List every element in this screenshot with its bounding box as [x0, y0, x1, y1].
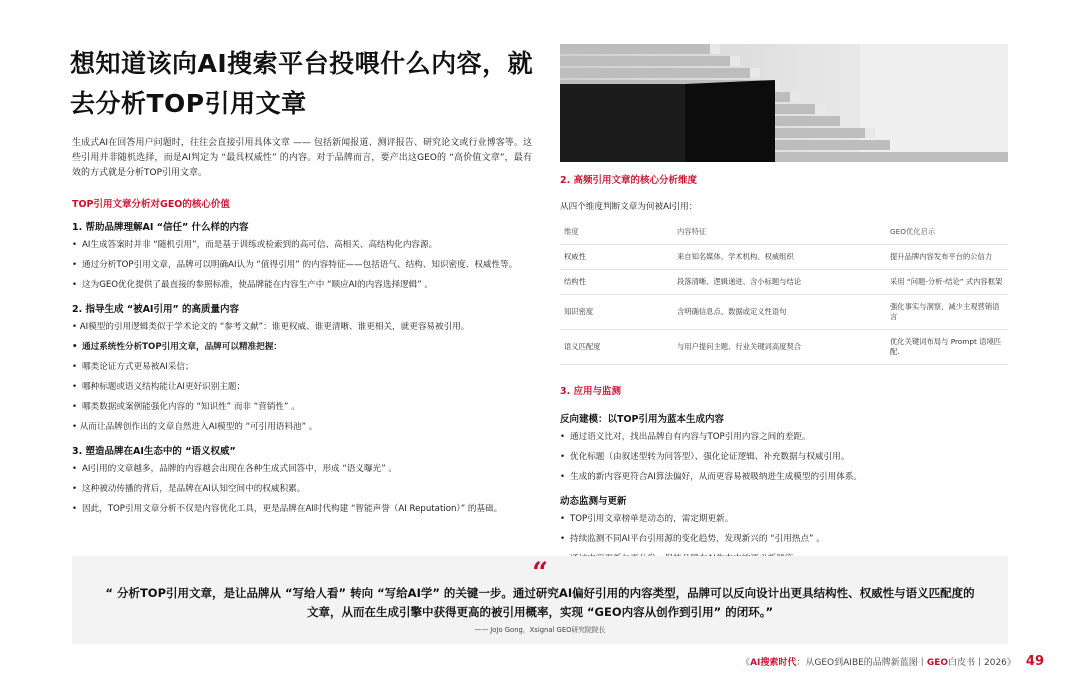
- footer-red-1: AI搜索时代: [750, 658, 797, 668]
- table-row: [560, 330, 1008, 365]
- footer: [741, 654, 1044, 669]
- paragraph: • AI模型的引用逻辑类似于学术论文的 “参考文献”：谁更权威、谁更清晰、谁更相关，就更容易被引用。: [72, 322, 470, 332]
- stairs-photo: [560, 44, 1008, 162]
- quote-box: [72, 556, 1008, 644]
- table-cell: 优化关键词布局与 Prompt 语境匹配.: [886, 330, 1008, 365]
- subheading-dynamic-monitoring: 动态监测与更新: [560, 496, 627, 507]
- table-header-row: [560, 220, 1008, 245]
- list-item: • 哪类数据或案例能强化内容的 “知识性” 而非 “营销性” 。: [72, 400, 534, 414]
- list-item: • AI生成答案时并非 “随机引用”，而是基于训练或检索到的高可信、高相关、高结构化内容源。: [72, 238, 534, 252]
- footer-red-2: GEO: [926, 658, 948, 668]
- table-cell: 权威性: [560, 245, 673, 270]
- table-cell: 知识密度: [560, 295, 673, 330]
- heading-3: 3. 塑造品牌在AI生态中的 “语义权威”: [72, 446, 236, 457]
- table-cell: 语义匹配度: [560, 330, 673, 365]
- left-column: [72, 196, 534, 522]
- list-item-bold: • 通过系统性分析TOP引用文章，品牌可以精准把握：: [72, 340, 534, 354]
- list-item: • 持续监测不同AI平台引用源的变化趋势，发现新兴的 “引用热点” 。: [560, 532, 1008, 546]
- subheading-reverse-modeling: 反向建模：以TOP引用为蓝本生成内容: [560, 414, 725, 425]
- section-title-core-value: TOP引用文章分析对GEO的核心价值: [72, 199, 230, 210]
- section-subtitle: 从四个维度判断文章为何被AI引用：: [560, 202, 698, 212]
- heading-2: 2. 指导生成 “被AI引用” 的高质量内容: [72, 304, 240, 315]
- list-item: • 哪种标题或语义结构能让AI更好识别主题；: [72, 380, 534, 394]
- section-title-application: 3. 应用与监测: [560, 386, 622, 397]
- list-item: • 哪类论证方式更易被AI采信；: [72, 360, 534, 374]
- list-item: • 因此，TOP引用文章分析不仅是内容优化工具，更是品牌在AI时代构建 “智能声誉（AI Reputation）” 的基础。: [72, 502, 534, 516]
- table-cell: 含明确信息点、数据或定义性语句: [673, 295, 886, 330]
- quote-author: —— JoJo Gong，Xsignal GEO研究院院长: [474, 626, 606, 634]
- intro-paragraph: 生成式AI在回答用户问题时，往往会直接引用具体文章 —— 包括新闻报道、测评报告、研究论文或行业博客等。这些引用并非随机选择，而是AI判定为 “最具权威性” 的内容。对于品牌而言，要产出这GEO的 “高价值文章”，最有效的方式就是分析TOP引用文章。: [72, 138, 532, 178]
- table-row: [560, 270, 1008, 295]
- quote-text: “ 分析TOP引用文章，是让品牌从 “写给人看” 转向 “写给AI学” 的关键一步。通过研究AI偏好引用的内容类型，品牌可以反向设计出更具结构性、权威性与语义匹配度的文章，从而在生成引擎中获得更高的被引用概率，实现 “GEO内容从创作到引用” 的闭环。”: [105, 586, 975, 619]
- footer-mid: ：从GEO到AIBE的品牌新蓝图丨: [796, 658, 927, 668]
- table-row: [560, 295, 1008, 330]
- column-header: 内容特征: [673, 220, 886, 245]
- list-item: • 生成的新内容更符合AI算法偏好，从而更容易被吸纳进生成模型的引用体系。: [560, 470, 1008, 484]
- page-number: 49: [1025, 654, 1044, 669]
- right-column: [560, 172, 1008, 572]
- table-cell: 结构性: [560, 270, 673, 295]
- table-row: [560, 245, 1008, 270]
- footer-suffix: 白皮书丨2026》: [948, 658, 1016, 668]
- section-title-dimensions: 2. 高频引用文章的核心分析维度: [560, 175, 698, 186]
- table-cell: 采用 “问题-分析-结论” 式内容框架: [886, 270, 1008, 295]
- page-title: 想知道该向AI搜索平台投喂什么内容，就去分析TOP引用文章: [70, 49, 534, 118]
- list-item: • AI引用的文章越多，品牌的内容越会出现在各种生成式回答中，形成 “语义曝光” 。: [72, 462, 534, 476]
- paragraph: • 从而让品牌创作出的文章自然进入AI模型的 “可引用语料池” 。: [72, 422, 318, 432]
- table-cell: 来自知名媒体、学术机构、权威组织: [673, 245, 886, 270]
- table-cell: 段落清晰、逻辑递进、含小标题与结论: [673, 270, 886, 295]
- list-item: • 优化标题（由叙述型转为问答型）、强化论证逻辑、补充数据与权威引用。: [560, 450, 1008, 464]
- quote-mark-icon: “: [531, 556, 549, 589]
- dimensions-table: [560, 220, 1008, 365]
- table-cell: 提升品牌内容发布平台的公信力: [886, 245, 1008, 270]
- heading-1: 1. 帮助品牌理解AI “信任” 什么样的内容: [72, 222, 249, 233]
- column-header: GEO优化启示: [886, 220, 1008, 245]
- column-header: 维度: [560, 220, 673, 245]
- list-item: • 这为GEO优化提供了最直接的参照标准，使品牌能在内容生产中 “顺应AI的内容选择逻辑” 。: [72, 278, 534, 292]
- list-item: • 通过语义比对，找出品牌自有内容与TOP引用内容之间的差距。: [560, 430, 1008, 444]
- stairs-illustration: [560, 44, 1008, 162]
- table-cell: 与用户提问主题、行业关键词高度契合: [673, 330, 886, 365]
- list-item: • 这种被动传播的背后，是品牌在AI认知空间中的权威积累。: [72, 482, 534, 496]
- list-item: • 通过分析TOP引用文章，品牌可以明确AI认为 “值得引用” 的内容特征——包括语气、结构、知识密度、权威性等。: [72, 258, 534, 272]
- list-item: • TOP引用文章榜单是动态的，需定期更新。: [560, 512, 1008, 526]
- table-cell: 强化事实与洞察，减少主观营销语言: [886, 295, 1008, 330]
- footer-prefix: 《: [741, 658, 751, 668]
